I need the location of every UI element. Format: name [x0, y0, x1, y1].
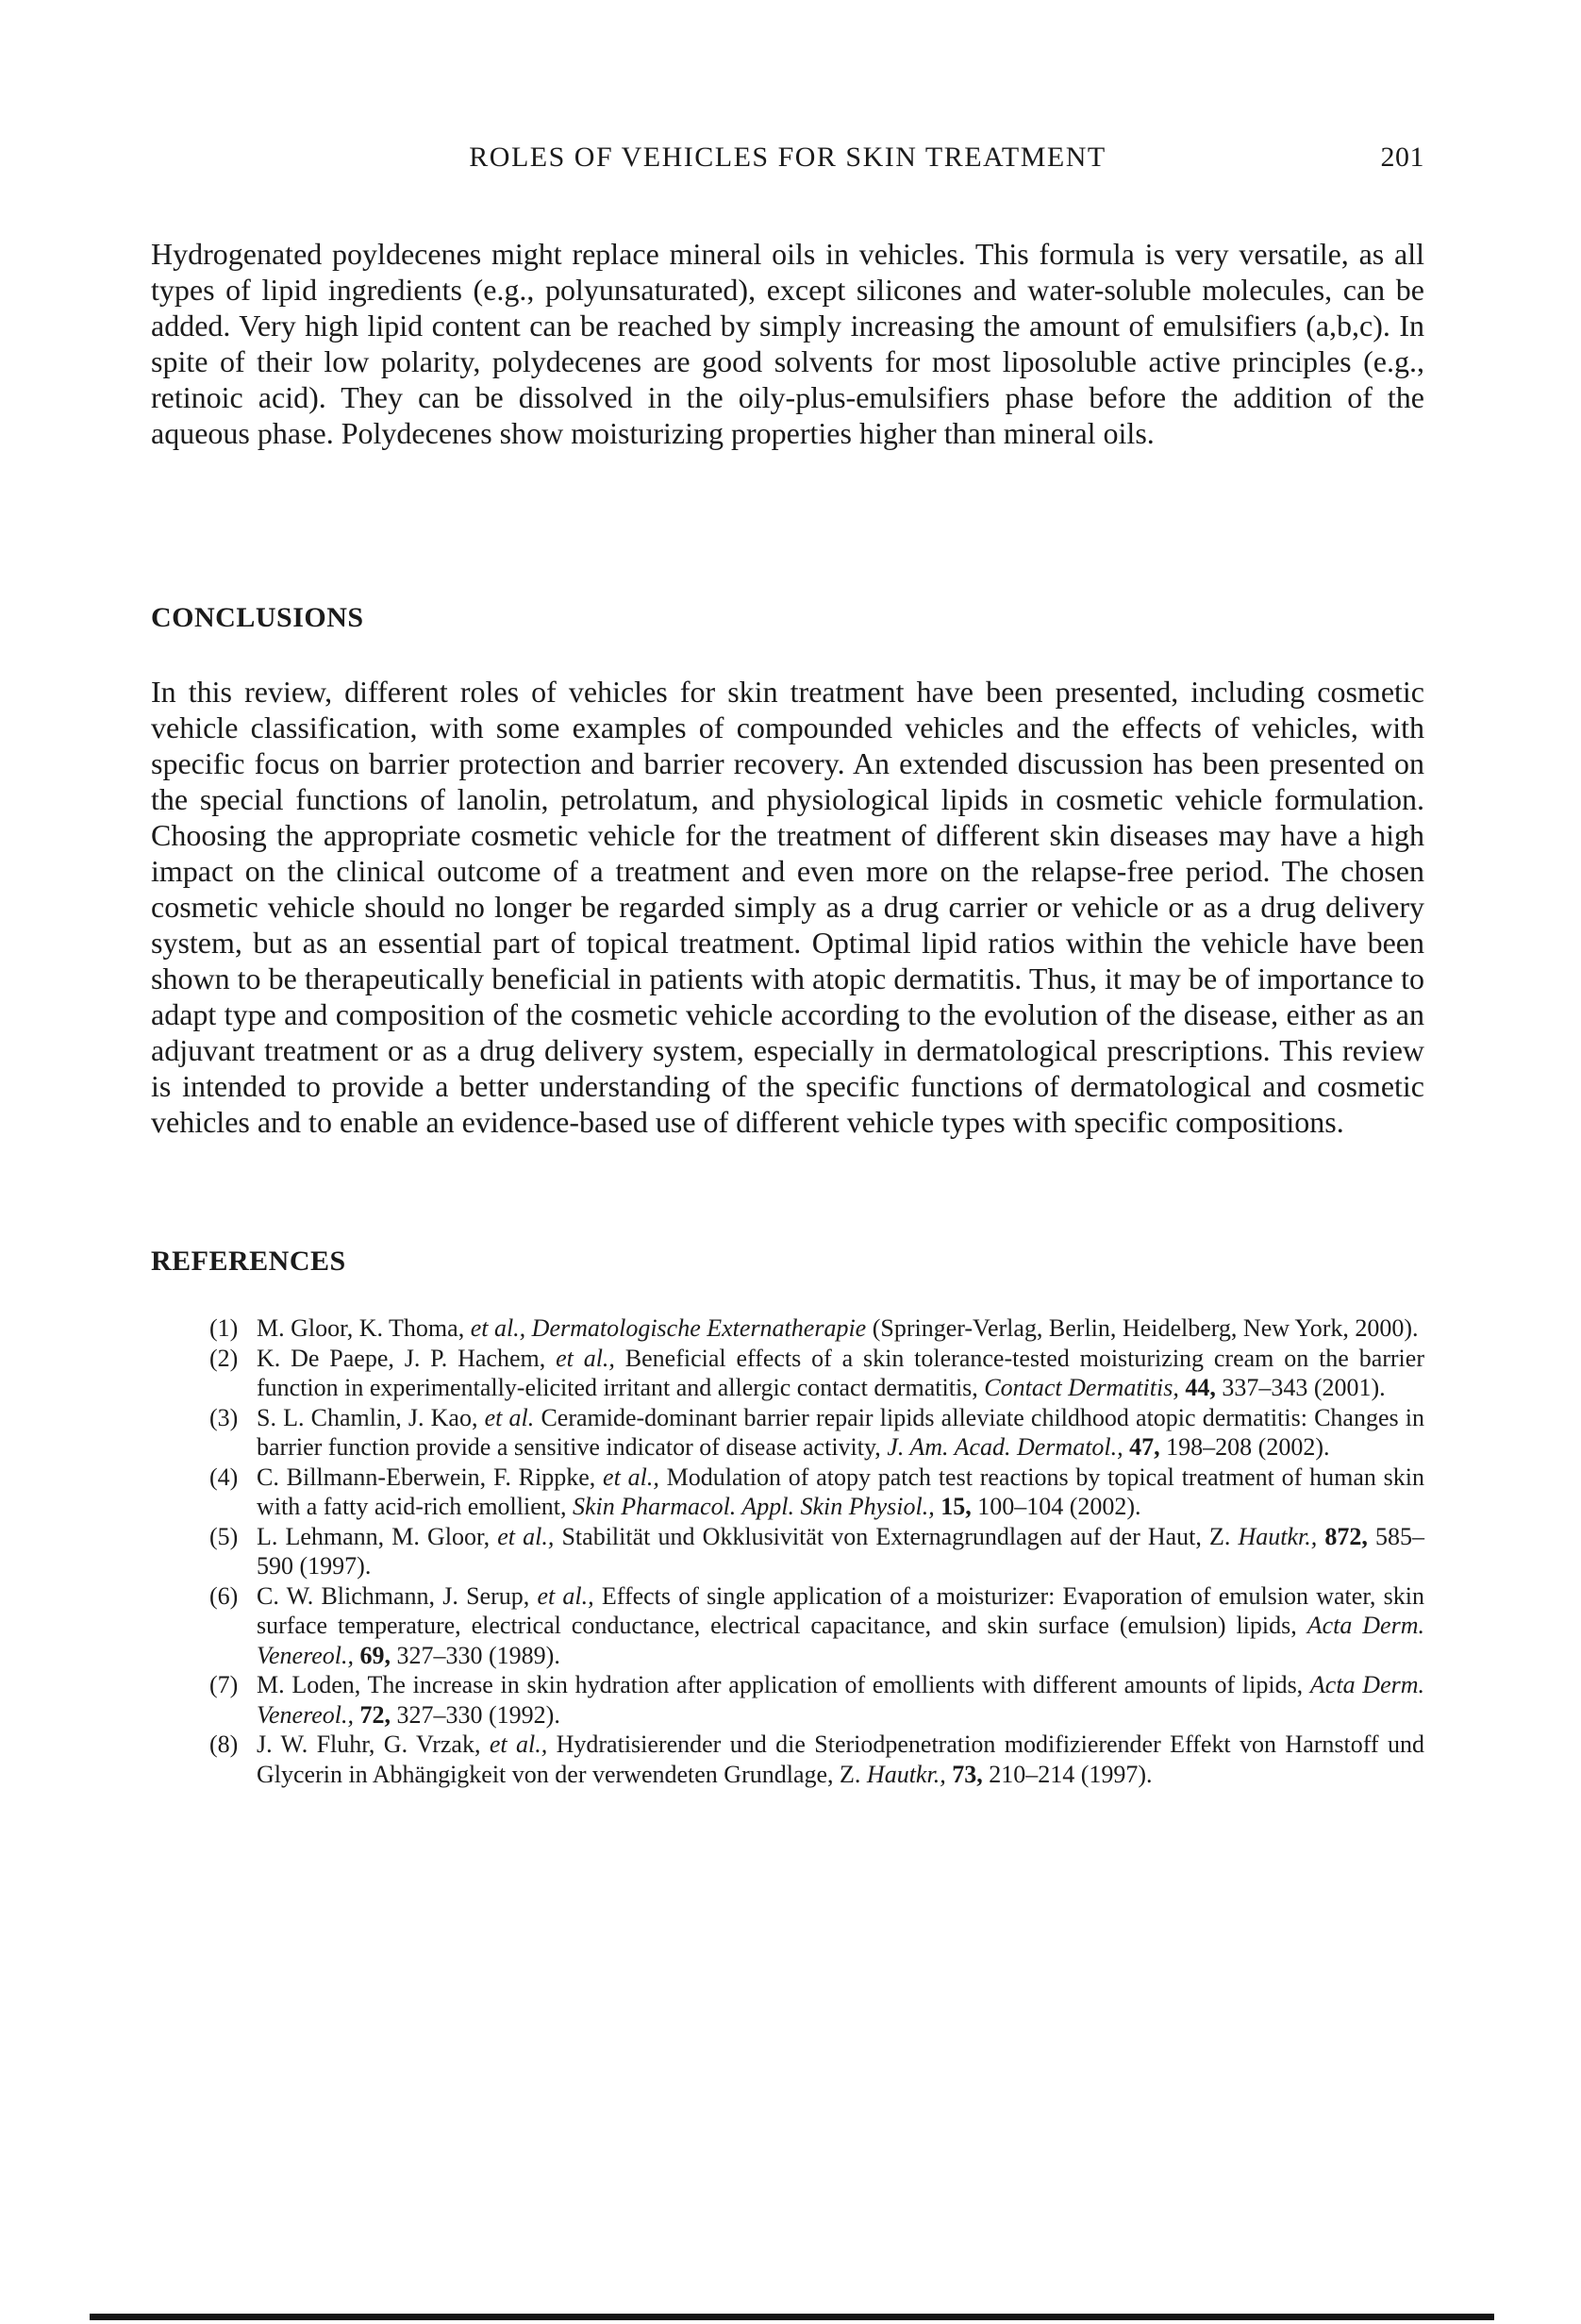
- reference-text: C. W. Blichmann, J. Serup, et al., Effects of single application of a moisturizer: Evaporation of emulsion water, skin surface temperature, electrical conductance, electrical capacitance, and skin surface (emulsion) lipids, Acta Derm. Venereol., 69, 327–330 (1989).: [257, 1581, 1424, 1669]
- conclusions-paragraph: In this review, different roles of vehicles for skin treatment have been presented, including cosmetic vehicle classification, with some examples of compounded vehicles and the effects of vehicles, with specific focus on barrier protection and barrier recovery. An extended discussion has been presented on the special functions of lanolin, petrolatum, and physiological lipids in cosmetic vehicle formulation. Choosing the appropriate cosmetic vehicle for the treatment of different skin diseases may have a high impact on the clinical outcome of a treatment and even more on the relapse-free period. The chosen cosmetic vehicle should no longer be regarded simply as a drug carrier or vehicle or as a drug delivery system, but as an essential part of topical treatment. Optimal lipid ratios within the vehicle have been shown to be therapeutically beneficial in patients with atopic dermatitis. Thus, it may be of importance to adapt type and composition of the cosmetic vehicle according to the evolution of the disease, either as an adjuvant treatment or as a drug delivery system, especially in dermatological prescriptions. This review is intended to provide a better understanding of the specific functions of dermatological and cosmetic vehicles and to enable an evidence-based use of different vehicle types with specific compositions.: [151, 675, 1424, 1139]
- reference-item: [209, 1670, 1424, 1730]
- scan-artifact-line: [90, 2314, 1494, 2320]
- reference-item: [209, 1463, 1424, 1522]
- reference-text: L. Lehmann, M. Gloor, et al., Stabilität und Okklusivität von Externagrundlagen auf der Haut, Z. Hautkr., 872, 585–590 (1997).: [257, 1522, 1425, 1580]
- reference-item: [209, 1313, 1424, 1344]
- reference-number: (7): [209, 1671, 239, 1698]
- reference-text: M. Loden, The increase in skin hydration after application of emollients with different amounts of lipids, Acta Derm. Venereol., 72, 327–330 (1992).: [257, 1671, 1425, 1729]
- reference-text: J. W. Fluhr, G. Vrzak, et al., Hydratisierender und die Steriodpenetration modifizierender Effekt von Harnstoff und Glycerin in Abhängigkeit von der verwendeten Grundlage, Z. Hautkr., 73, 210–214 (1997).: [257, 1730, 1424, 1788]
- running-head: [151, 142, 1424, 174]
- reference-item: [209, 1344, 1424, 1403]
- reference-item: [209, 1730, 1424, 1789]
- reference-item: [209, 1403, 1424, 1463]
- reference-item: [209, 1581, 1424, 1671]
- reference-number: (6): [209, 1581, 239, 1610]
- reference-number: (1): [209, 1314, 239, 1342]
- reference-text: M. Gloor, K. Thoma, et al., Dermatologische Externatherapie (Springer-Verlag, Berlin, Heidelberg, New York, 2000).: [257, 1314, 1419, 1342]
- page-number: 201: [1380, 142, 1424, 173]
- running-head-title: ROLES OF VEHICLES FOR SKIN TREATMENT: [469, 142, 1107, 173]
- reference-number: (2): [209, 1344, 239, 1372]
- conclusions-heading: CONCLUSIONS: [151, 602, 364, 633]
- reference-number: (3): [209, 1403, 239, 1431]
- references-list: [209, 1313, 1424, 1789]
- reference-number: (4): [209, 1463, 239, 1491]
- intro-paragraph: Hydrogenated poyldecenes might replace mineral oils in vehicles. This formula is very versatile, as all types of lipid ingredients (e.g., polyunsaturated), except silicones and water-soluble molecules, can be added. Very high lipid content can be reached by simply increasing the amount of emulsifiers (a,b,c). In spite of their low polarity, polydecenes are good solvents for most liposoluble active principles (e.g., retinoic acid). They can be dissolved in the oily-plus-emulsifiers phase before the addition of the aqueous phase. Polydecenes show moisturizing properties higher than mineral oils.: [151, 237, 1424, 450]
- reference-number: (8): [209, 1730, 239, 1758]
- references-heading: REFERENCES: [151, 1246, 346, 1277]
- reference-item: [209, 1522, 1424, 1581]
- reference-number: (5): [209, 1522, 239, 1550]
- reference-text: C. Billmann-Eberwein, F. Rippke, et al., Modulation of atopy patch test reactions by topical treatment of human skin with a fatty acid-rich emollient, Skin Pharmacol. Appl. Skin Physiol., 15, 100–104 (2002).: [257, 1463, 1424, 1520]
- reference-text: K. De Paepe, J. P. Hachem, et al., Beneficial effects of a skin tolerance-tested moisturizing cream on the barrier function in experimentally-elicited irritant and allergic contact dermatitis, Contact Dermatitis, 44, 337–343 (2001).: [257, 1344, 1424, 1401]
- reference-text: S. L. Chamlin, J. Kao, et al. Ceramide-dominant barrier repair lipids alleviate childhood atopic dermatitis: Changes in barrier function provide a sensitive indicator of disease activity, J. Am. Acad. Dermatol., 47, 198–208 (2002).: [257, 1403, 1424, 1461]
